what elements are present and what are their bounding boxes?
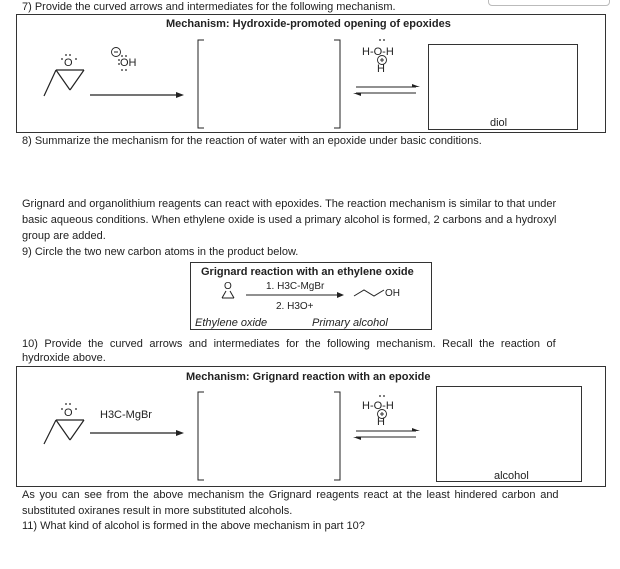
q8-prompt: 8) Summarize the mechanism for the reaction of water with an epoxide under basic conditions. [22, 135, 482, 147]
svg-text:O: O [64, 407, 73, 419]
primary-alcohol-label: Primary alcohol [312, 317, 388, 329]
q11-prompt: 11) What kind of alcohol is formed in the above mechanism in part 10? [22, 520, 365, 532]
grignard-example-title: Grignard reaction with an ethylene oxide [201, 266, 414, 278]
mechanism-title-grignard: Mechanism: Grignard reaction with an epoxide [186, 371, 431, 383]
svg-text:O: O [224, 281, 232, 292]
cutoff-textbox [488, 0, 610, 6]
intro-line-3: group are added. [22, 230, 106, 242]
q7-prompt: 7) Provide the curved arrows and intermediates for the following mechanism. [22, 1, 396, 13]
intro-line-1: Grignard and organolithium reagents can react with epoxides. The reaction mechanism is similar to that under [22, 198, 557, 210]
step-1: 1. H3C-MgBr [266, 281, 325, 292]
hydronium-formula: H-O-H [362, 46, 394, 58]
equilibrium-arrow [352, 82, 422, 98]
hydronium-h-2: H [377, 416, 385, 428]
reaction-arrow-2 [88, 428, 188, 438]
mechanism-title-hydroxide: Mechanism: Hydroxide-promoted opening of epoxides [166, 18, 451, 30]
reaction-arrow [88, 90, 188, 100]
reaction-arrow-small [244, 290, 348, 300]
svg-text:O: O [64, 57, 73, 69]
q10-line-1: 10) Provide the curved arrows and intermediates for the following mechanism. Recall the reaction of [22, 338, 556, 350]
ethylene-oxide-label: Ethylene oxide [195, 317, 268, 329]
product-label-alcohol: alcohol [494, 470, 529, 482]
grignard-reagent: H3C-MgBr [100, 409, 152, 421]
product-label-diol: diol [490, 117, 508, 129]
closing-line-2: substituted oxiranes result in more substituted alcohols. [22, 505, 293, 517]
hydroxide-label: OH [120, 57, 137, 69]
intermediate-bracket-2 [196, 390, 346, 484]
closing-line-1: As you can see from the above mechanism the Grignard reagents react at the least hindered carbon and [22, 489, 559, 501]
q9-prompt: 9) Circle the two new carbon atoms in the product below. [22, 246, 299, 258]
intermediate-bracket [196, 38, 346, 132]
intro-line-2: basic aqueous conditions. When ethylene oxide is used a primary alcohol is formed, 2 carbons and a hydroxyl [22, 214, 557, 226]
equilibrium-arrow-2 [352, 426, 422, 442]
product-oh: OH [385, 288, 400, 299]
hydronium-formula-2: H-O-H [362, 400, 394, 412]
q10-line-2: hydroxide above. [22, 352, 106, 364]
ethylene-oxide-structure [218, 280, 238, 302]
epoxide-structure-2 [40, 400, 100, 448]
hydronium-h: H [377, 63, 385, 75]
step-2: 2. H3O+ [276, 301, 314, 312]
product-box-alcohol[interactable] [436, 386, 582, 482]
